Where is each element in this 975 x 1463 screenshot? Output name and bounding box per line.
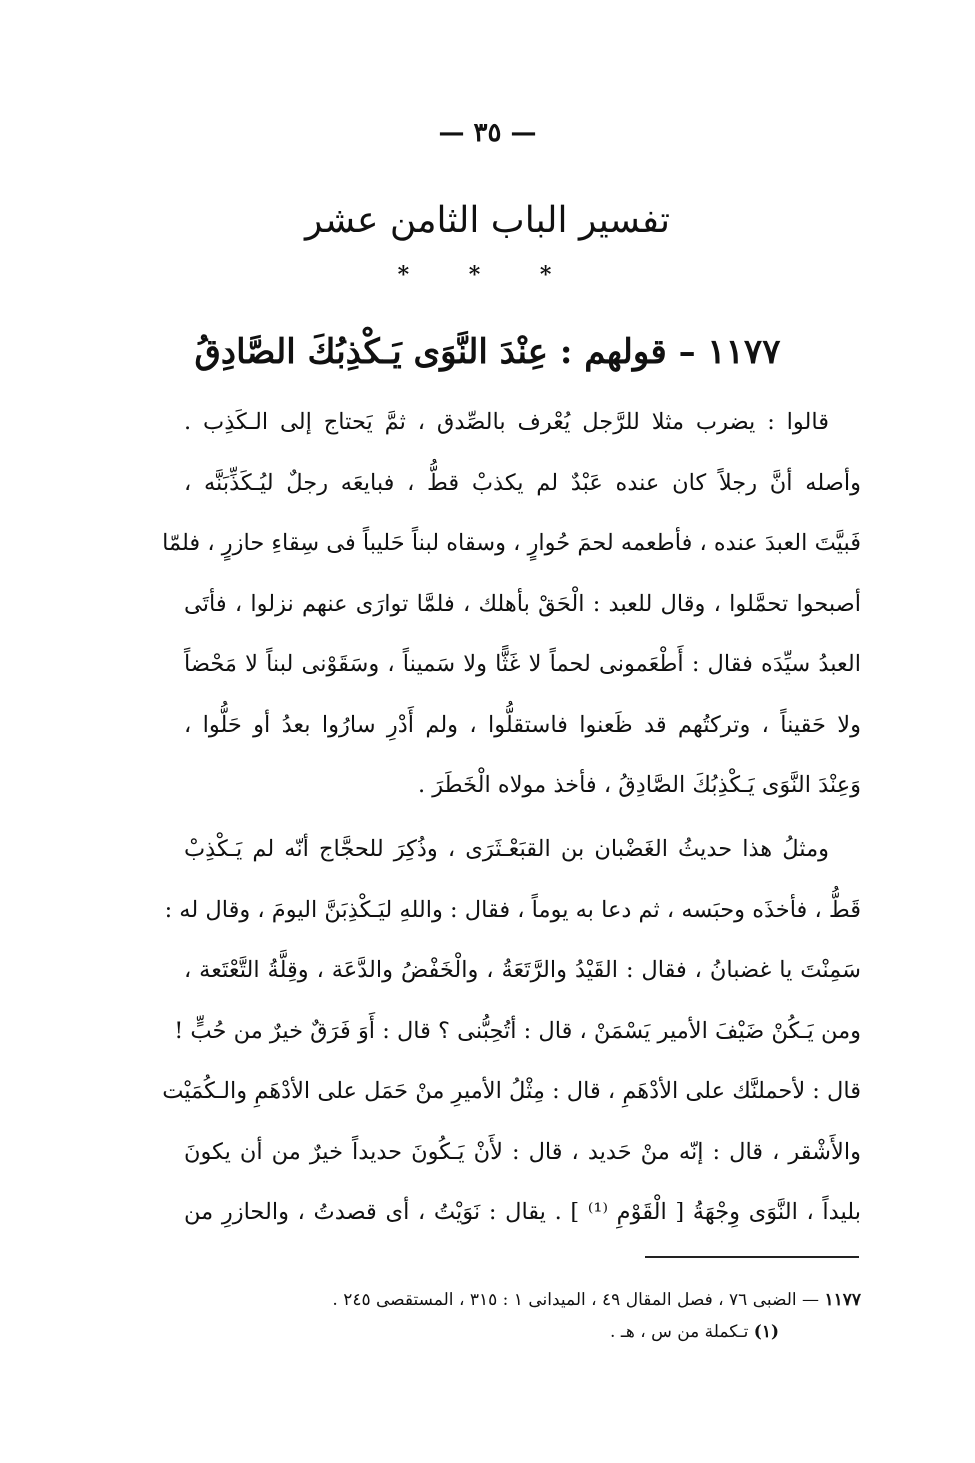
text-line: فَبيَّتَ العبدَ عنده ، فأطعمه لحمَ حُوارٍ ، وسقاه لبناً حَليباً فى سِقاءِ حازرٍ ، فلمّا xyxy=(162,530,861,556)
text-line: وأصله أنَّ رجلاً كان عنده عَبْدٌ لم يكذبْ قطُّ ، فبايعَه رجلٌ ليُـكَذِّبَنَّه ، xyxy=(184,469,861,496)
footnote-text: تـكملة من س ، هـ . xyxy=(610,1322,749,1342)
page-number: — ٣٥ — xyxy=(438,118,537,148)
footnote-number: (١) xyxy=(753,1322,779,1342)
section-ornament: * * * xyxy=(397,262,578,288)
footnote-divider xyxy=(645,1256,859,1258)
text-line: قال : لأحملنَّك على الأدْهَمِ ، قال : مِثْلُ الأميرِ منْ حَمَل على الأدْهَمِ والـكُمَيْت xyxy=(162,1078,861,1104)
text-line: وَعِنْدَ النَّوَى يَـكْذِبُكَ الصَّادِقُ ، فأخذ مولاه الْخَطَرَ . xyxy=(417,772,861,798)
text-line: ومثلُ هذا حديثُ الغَضْبان بن القبَعْـثَرَى ، وذُكِرَ للحجَّاج أنّه لم يَـكْذِبْ xyxy=(184,836,829,862)
text-line: بليداً ، النَّوَى وِجْهَةُ [ الْقَوْمِ ⁽¹⁾ ] . يقال : نَوَيْتُ ، أى قصدتُ ، والحازرِ من xyxy=(184,1199,861,1225)
text-line: والأَشْقر ، قال : إنّه منْ حَديد ، قال : لأَنْ يَـكُونَ حديداً خيرٌ من أن يكونَ xyxy=(184,1138,861,1165)
footnote-text: — الضبى ٧٦ ، فصل المقال ٤٩ ، الميدانى ١ : ٣١٥ ، المستقصى ٢٤٥ . xyxy=(332,1290,820,1310)
text-line: قَطُّ ، فأخذَه وحبَسه ، ثم دعا به يوماً ، فقال : واللهِ ليَـكْذِبَنَّ اليومَ ، وقال له : xyxy=(164,896,861,923)
text-line: قالوا : يضرب مثلا للرَّجل يُعْرف بالصِّدق ، ثمَّ يَحتاج إلى الـكَذِب . xyxy=(184,409,829,435)
text-line: العبدُ سيِّدَه فقال : أَطْعَمونى لحماً لا غَثًّا ولا سَميناً ، وسَقَوْنى لبناً لا مَحْضاً xyxy=(184,651,861,677)
footnotes xyxy=(184,1284,861,1348)
entry-heading: ١١٧٧ – قولهم : عِنْدَ النَّوَى يَـكْذِبُكَ الصَّادِقُ xyxy=(194,332,781,372)
text-line: أصبحوا تحمَّلوا ، وقال للعبد : الْحَقْ بأهلك ، فلمَّا توارَى عنهم نزلوا ، فأتَى xyxy=(184,590,861,617)
chapter-title: تفسير الباب الثامن عشر xyxy=(304,200,671,241)
footnote-number: ١١٧٧ xyxy=(824,1290,861,1310)
footnote xyxy=(184,1284,861,1316)
text-line: سَمِنْتَ يا غضبانُ ، فقال : القَيْدُ والرَّتَعَةُ ، والْخَفْضُ والدَّعَة ، وقِلَّةُ التَّعْتَعة ، xyxy=(184,957,861,983)
text-line: ولا حَقيناً ، وتركتُهم قد ظَعنوا فاستقلُّوا ، ولم أَدْرِ سارُوا بعدُ أو حَلُّوا ، xyxy=(184,711,861,738)
paragraph-2 xyxy=(162,819,861,1243)
text-line: ومن يَـكُنْ ضَيْفَ الأمير يَسْمَنْ ، قال : أتُحِبُّنى ؟ قال : أَوَ فَرَقٌ خيرٌ من حُبٍّ ! xyxy=(174,1017,861,1044)
footnote xyxy=(184,1316,861,1348)
paragraph-1 xyxy=(162,392,861,816)
